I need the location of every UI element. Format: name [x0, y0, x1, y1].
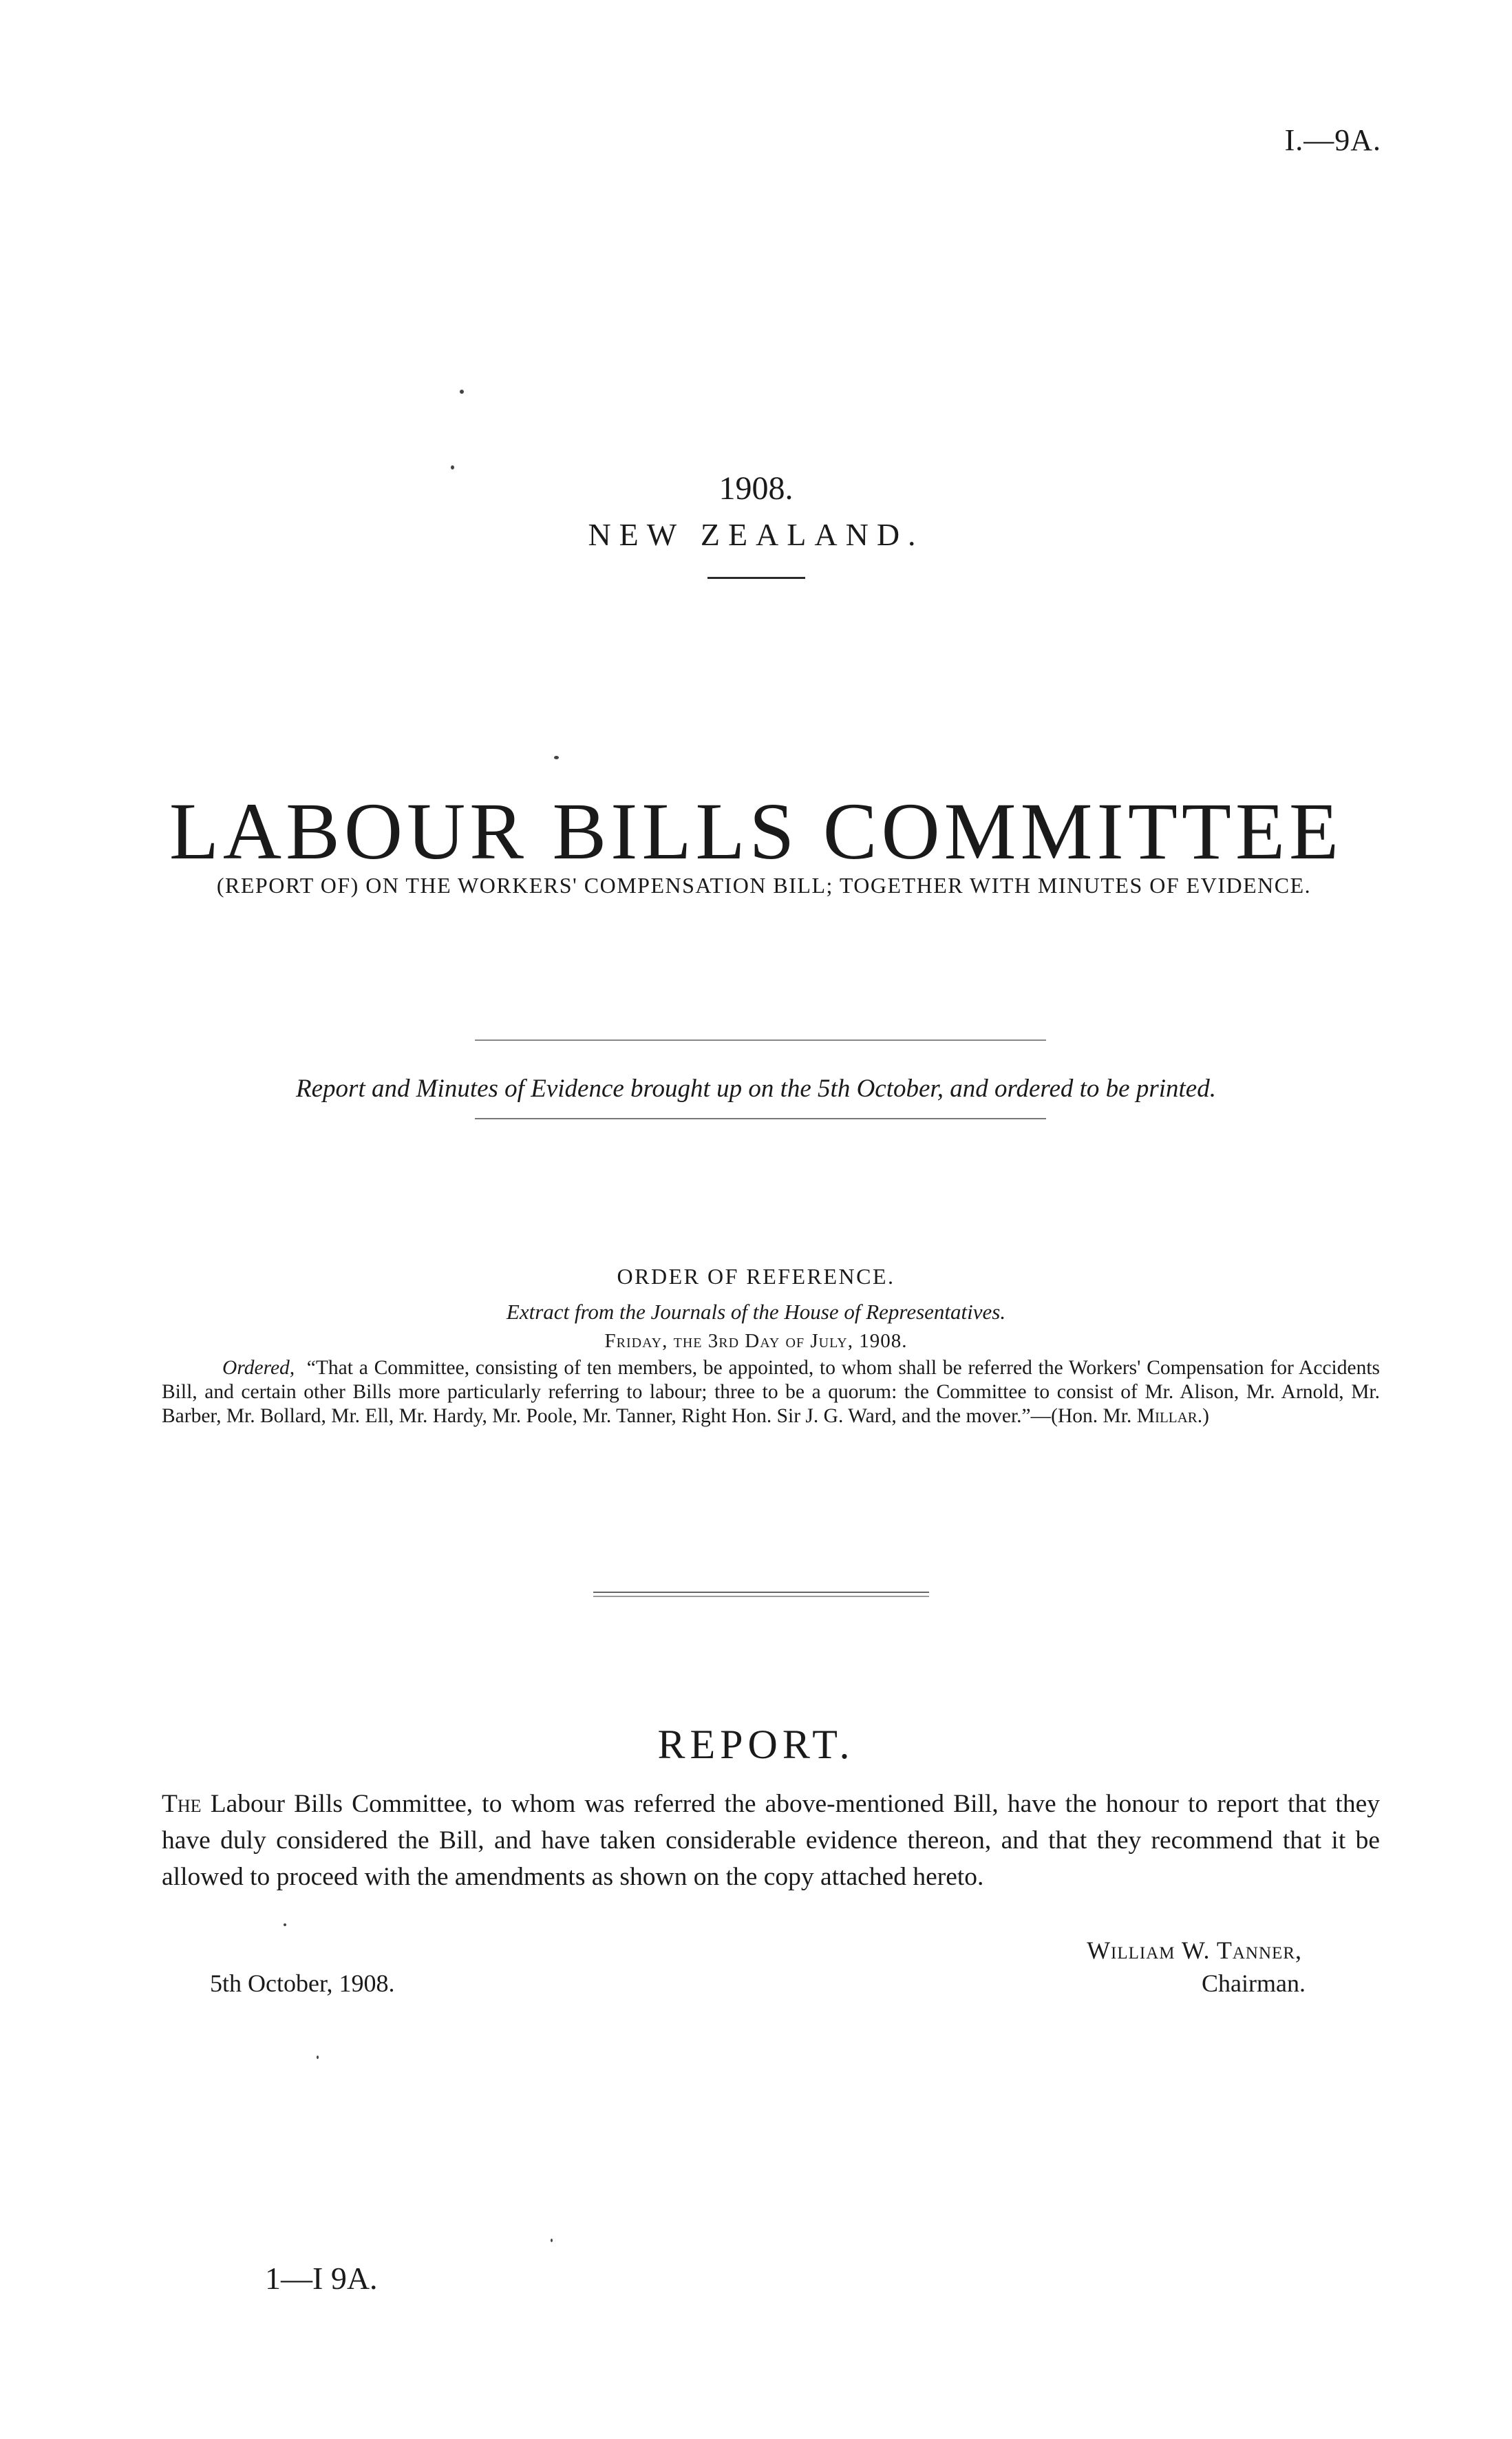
main-title: LABOUR BILLS COMMITTEE	[169, 786, 1343, 876]
brought-up-notice: Report and Minutes of Evidence brought up on the 5th October, and ordered to be printed.	[296, 1075, 1216, 1103]
page-reference: I.—9A.	[1284, 123, 1381, 157]
journal-extract-line: Extract from the Journals of the House of Representatives.	[506, 1300, 1006, 1324]
signer-role: Chairman.	[1202, 1970, 1306, 1997]
order-date: Friday, the 3rd Day of July, 1908.	[604, 1330, 908, 1352]
report-text: Labour Bills Committee, to whom was referred the above-mentioned Bill, have the honour to report that they have duly considered the Bill, and have taken considerable evidence thereon, and that they recommend that it be allowed to proceed with the amendments as shown on the copy attached hereto.	[162, 1790, 1380, 1891]
report-lead: The	[162, 1790, 202, 1818]
print-speck	[451, 465, 454, 469]
order-text	[162, 1356, 1380, 1428]
divider-rule	[593, 1596, 929, 1597]
ordered-label: Ordered,	[222, 1357, 295, 1379]
print-speck	[284, 1923, 286, 1926]
report-date: 5th October, 1908.	[210, 1970, 395, 1997]
signer-name: William W. Tanner,	[1087, 1936, 1302, 1964]
print-speck	[554, 756, 559, 759]
report-body	[162, 1786, 1380, 1895]
divider-rule	[593, 1592, 929, 1593]
order-body: “That a Committee, consisting of ten members, be appointed, to whom shall be referred the Workers' Compensation for Accidents Bill, and certain other Bills more particularly referring to labour; three to be a quorum: the Committee to consist of Mr. Alison, Mr. Arnold, Mr. Barber, Mr. Bollard, Mr. Ell, Mr. Hardy, Mr. Poole, Mr. Tanner, Right Hon. Sir J. G. Ward, and the mover.”—(Hon. Mr.	[162, 1357, 1381, 1427]
print-speck	[460, 390, 464, 394]
subtitle: (REPORT OF) ON THE WORKERS' COMPENSATION BILL; TOGETHER WITH MINUTES OF EVIDENCE.	[216, 873, 1312, 898]
footer-reference: 1—I 9A.	[265, 2261, 378, 2296]
year: 1908.	[718, 470, 794, 507]
divider-rule	[475, 1039, 1046, 1041]
print-speck	[551, 2239, 553, 2242]
report-heading: REPORT.	[657, 1722, 855, 1767]
country-heading: NEW ZEALAND.	[588, 517, 924, 552]
mover-name: Millar	[1136, 1405, 1197, 1427]
order-of-reference-heading: ORDER OF REFERENCE.	[617, 1264, 895, 1289]
title-rule	[707, 577, 805, 579]
order-closing: .)	[1197, 1405, 1209, 1427]
divider-rule	[475, 1118, 1046, 1119]
print-speck	[317, 2056, 319, 2059]
